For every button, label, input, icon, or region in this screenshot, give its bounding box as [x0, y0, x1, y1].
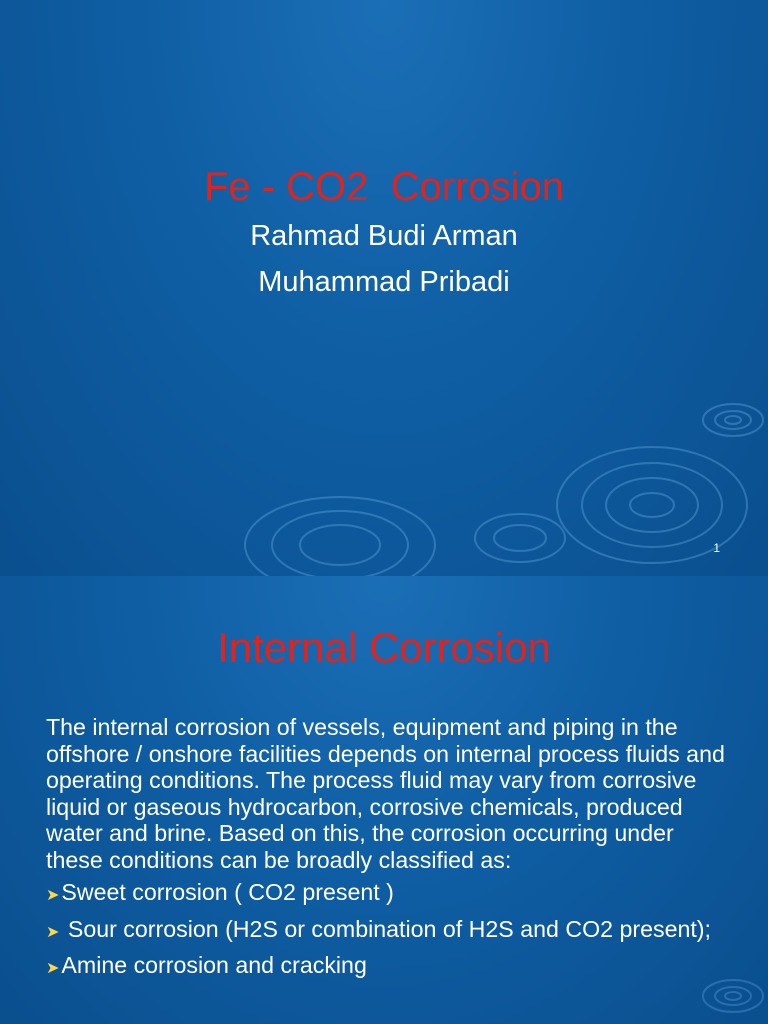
intro-paragraph: The internal corrosion of vessels, equipment and piping in the offshore / onshore facilities depends on internal process fluids and operating conditions. The process fluid may vary from corrosive liquid or gaseous hydrocarbon, corrosive chemicals, produced water and brine. Based on this, the corrosion occurring under these conditions can be broadly classified as: — [46, 714, 725, 873]
author-name-1: Rahmad Budi Arman — [250, 220, 518, 252]
bullet-item — [46, 916, 726, 947]
bullet-item — [46, 879, 726, 910]
slide-title: Internal Corrosion — [217, 624, 551, 671]
slide-title: Fe - CO2 Corrosion — [203, 165, 565, 209]
arrow-bullet-icon: ➤ — [46, 923, 60, 941]
bullet-text: Amine corrosion and cracking — [61, 952, 367, 978]
page-number: 1 — [713, 541, 720, 555]
bullet-text: Sweet corrosion ( CO2 present ) — [61, 879, 394, 905]
bullet-item — [46, 952, 726, 983]
arrow-bullet-icon: ➤ — [46, 960, 60, 977]
bullet-text: Sour corrosion (H2S or combination of H2S and CO2 present); — [61, 915, 711, 942]
body-text — [46, 714, 726, 983]
content-slide — [0, 576, 768, 1024]
author-name-2: Muhammad Pribadi — [258, 266, 510, 298]
arrow-bullet-icon: ➤ — [46, 887, 60, 904]
